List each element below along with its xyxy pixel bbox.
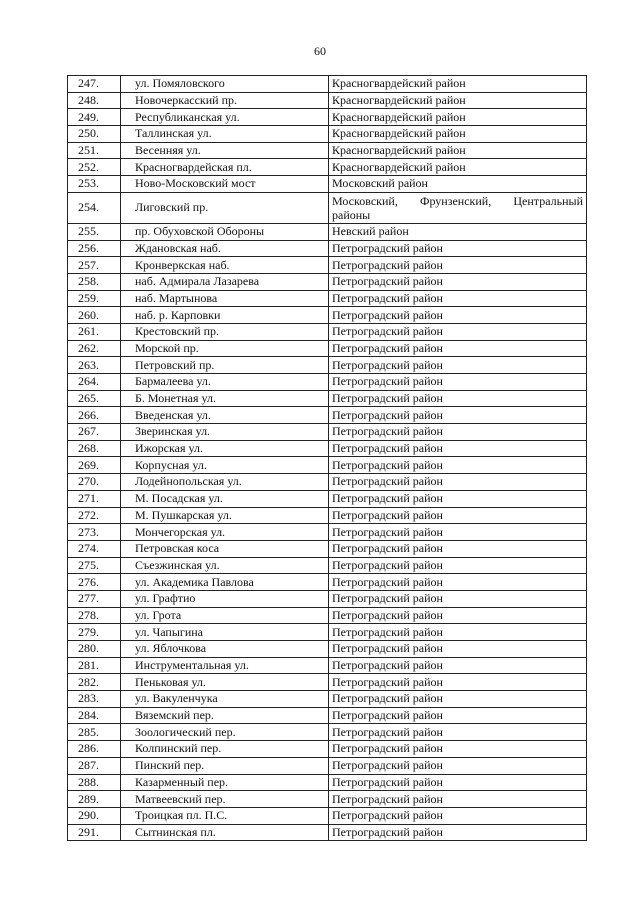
row-number: 247. xyxy=(68,76,121,93)
row-number: 256. xyxy=(68,240,121,257)
street-name: Сытнинская пл. xyxy=(121,824,329,841)
row-number: 277. xyxy=(68,590,121,607)
district-name: Петроградский район xyxy=(329,407,587,424)
street-name: ул. Помяловского xyxy=(121,76,329,93)
street-name: Б. Монетная ул. xyxy=(121,390,329,407)
district-name: Красногвардейский район xyxy=(329,92,587,109)
table-row xyxy=(68,791,587,808)
table-row xyxy=(68,641,587,658)
street-name: М. Посадская ул. xyxy=(121,490,329,507)
street-name: Ново-Московский мост xyxy=(121,176,329,193)
row-number: 251. xyxy=(68,142,121,159)
street-name: Крестовский пр. xyxy=(121,323,329,340)
table-row xyxy=(68,223,587,240)
table-row xyxy=(68,657,587,674)
district-name: Петроградский район xyxy=(329,323,587,340)
row-number: 264. xyxy=(68,374,121,391)
row-number: 260. xyxy=(68,307,121,324)
table-row xyxy=(68,407,587,424)
street-name: Пинский пер. xyxy=(121,757,329,774)
street-name: ул. Вакуленчука xyxy=(121,691,329,708)
table-row xyxy=(68,257,587,274)
street-name: М. Пушкарская ул. xyxy=(121,507,329,524)
district-name: Московский, Фрунзенский, Центральный районы xyxy=(329,192,587,223)
row-number: 285. xyxy=(68,724,121,741)
row-number: 274. xyxy=(68,540,121,557)
table-row xyxy=(68,76,587,93)
street-name: Зверинская ул. xyxy=(121,424,329,441)
district-name: Московский район xyxy=(329,176,587,193)
row-number: 257. xyxy=(68,257,121,274)
district-name: Невский район xyxy=(329,223,587,240)
district-name: Петроградский район xyxy=(329,240,587,257)
table-row xyxy=(68,142,587,159)
row-number: 263. xyxy=(68,357,121,374)
table-row xyxy=(68,807,587,824)
table-row xyxy=(68,757,587,774)
district-name: Петроградский район xyxy=(329,540,587,557)
street-name: ул. Чапыгина xyxy=(121,624,329,641)
street-name: Морской пр. xyxy=(121,340,329,357)
street-name: Инструментальная ул. xyxy=(121,657,329,674)
district-name: Петроградский район xyxy=(329,524,587,541)
street-name: наб. р. Карповки xyxy=(121,307,329,324)
district-name: Петроградский район xyxy=(329,290,587,307)
table-row xyxy=(68,557,587,574)
table-row xyxy=(68,109,587,126)
street-name: Зоологический пер. xyxy=(121,724,329,741)
street-name: Колпинский пер. xyxy=(121,741,329,758)
district-name: Петроградский район xyxy=(329,257,587,274)
table-row xyxy=(68,240,587,257)
district-name: Петроградский район xyxy=(329,774,587,791)
row-number: 276. xyxy=(68,574,121,591)
district-name: Петроградский район xyxy=(329,490,587,507)
table-row xyxy=(68,440,587,457)
row-number: 279. xyxy=(68,624,121,641)
district-name: Петроградский район xyxy=(329,374,587,391)
street-name: Кронверкская наб. xyxy=(121,257,329,274)
street-name: ул. Графтио xyxy=(121,590,329,607)
row-number: 289. xyxy=(68,791,121,808)
table-row xyxy=(68,707,587,724)
row-number: 271. xyxy=(68,490,121,507)
district-name: Петроградский район xyxy=(329,457,587,474)
row-number: 259. xyxy=(68,290,121,307)
street-name: Казарменный пер. xyxy=(121,774,329,791)
street-name: Бармалеева ул. xyxy=(121,374,329,391)
district-name: Петроградский район xyxy=(329,674,587,691)
district-name: Красногвардейский район xyxy=(329,142,587,159)
district-name: Петроградский район xyxy=(329,424,587,441)
streets-table xyxy=(67,75,587,841)
row-number: 286. xyxy=(68,741,121,758)
street-name: Съезжинская ул. xyxy=(121,557,329,574)
district-name: Петроградский район xyxy=(329,307,587,324)
row-number: 290. xyxy=(68,807,121,824)
street-name: Троицкая пл. П.С. xyxy=(121,807,329,824)
district-name: Петроградский район xyxy=(329,357,587,374)
district-name: Петроградский район xyxy=(329,824,587,841)
district-name: Красногвардейский район xyxy=(329,109,587,126)
district-name: Петроградский район xyxy=(329,791,587,808)
district-name: Красногвардейский район xyxy=(329,76,587,93)
row-number: 258. xyxy=(68,273,121,290)
table-row xyxy=(68,374,587,391)
row-number: 272. xyxy=(68,507,121,524)
row-number: 268. xyxy=(68,440,121,457)
table-row xyxy=(68,624,587,641)
table-row xyxy=(68,674,587,691)
district-name: Петроградский район xyxy=(329,624,587,641)
table-row xyxy=(68,774,587,791)
table-row xyxy=(68,507,587,524)
street-name: ул. Яблочкова xyxy=(121,641,329,658)
table-row xyxy=(68,691,587,708)
table-row xyxy=(68,290,587,307)
table-row xyxy=(68,307,587,324)
row-number: 280. xyxy=(68,641,121,658)
row-number: 266. xyxy=(68,407,121,424)
district-name: Петроградский район xyxy=(329,273,587,290)
street-name: Ижорская ул. xyxy=(121,440,329,457)
street-name: Вяземский пер. xyxy=(121,707,329,724)
row-number: 283. xyxy=(68,691,121,708)
district-name: Петроградский район xyxy=(329,474,587,491)
row-number: 262. xyxy=(68,340,121,357)
table-row xyxy=(68,424,587,441)
street-name: Таллинская ул. xyxy=(121,126,329,143)
table-row xyxy=(68,607,587,624)
district-name: Петроградский район xyxy=(329,574,587,591)
row-number: 250. xyxy=(68,126,121,143)
street-name: Введенская ул. xyxy=(121,407,329,424)
row-number: 284. xyxy=(68,707,121,724)
street-name: наб. Мартынова xyxy=(121,290,329,307)
table-body xyxy=(68,76,587,841)
table-row xyxy=(68,590,587,607)
row-number: 270. xyxy=(68,474,121,491)
table-row xyxy=(68,176,587,193)
table-row xyxy=(68,540,587,557)
district-name: Петроградский район xyxy=(329,741,587,758)
page-number: 60 xyxy=(314,44,326,58)
street-name: наб. Адмирала Лазарева xyxy=(121,273,329,290)
street-name: Мончегорская ул. xyxy=(121,524,329,541)
table-row xyxy=(68,490,587,507)
row-number: 267. xyxy=(68,424,121,441)
street-name: Красногвардейская пл. xyxy=(121,159,329,176)
street-name: Новочеркасский пр. xyxy=(121,92,329,109)
street-name: Пеньковая ул. xyxy=(121,674,329,691)
row-number: 281. xyxy=(68,657,121,674)
table-row xyxy=(68,273,587,290)
district-name: Петроградский район xyxy=(329,724,587,741)
table-row xyxy=(68,524,587,541)
row-number: 248. xyxy=(68,92,121,109)
table-row xyxy=(68,159,587,176)
district-name: Петроградский район xyxy=(329,557,587,574)
street-name: Республиканская ул. xyxy=(121,109,329,126)
street-name: Ждановская наб. xyxy=(121,240,329,257)
district-name: Петроградский район xyxy=(329,590,587,607)
district-name: Петроградский район xyxy=(329,607,587,624)
table-row xyxy=(68,474,587,491)
row-number: 287. xyxy=(68,757,121,774)
table-row xyxy=(68,323,587,340)
district-name: Петроградский район xyxy=(329,390,587,407)
row-number: 291. xyxy=(68,824,121,841)
row-number: 273. xyxy=(68,524,121,541)
table-row xyxy=(68,340,587,357)
district-name: Красногвардейский район xyxy=(329,126,587,143)
row-number: 255. xyxy=(68,223,121,240)
table-row xyxy=(68,457,587,474)
street-name: Весенняя ул. xyxy=(121,142,329,159)
district-name: Петроградский район xyxy=(329,757,587,774)
table-row xyxy=(68,92,587,109)
street-name: Петровская коса xyxy=(121,540,329,557)
row-number: 275. xyxy=(68,557,121,574)
row-number: 252. xyxy=(68,159,121,176)
row-number: 282. xyxy=(68,674,121,691)
row-number: 265. xyxy=(68,390,121,407)
row-number: 249. xyxy=(68,109,121,126)
street-name: Корпусная ул. xyxy=(121,457,329,474)
street-name: Петровский пр. xyxy=(121,357,329,374)
row-number: 278. xyxy=(68,607,121,624)
street-name: Матвеевский пер. xyxy=(121,791,329,808)
district-name: Петроградский район xyxy=(329,340,587,357)
district-name: Петроградский район xyxy=(329,807,587,824)
row-number: 254. xyxy=(68,192,121,223)
table-row xyxy=(68,724,587,741)
table-row xyxy=(68,741,587,758)
district-name: Петроградский район xyxy=(329,657,587,674)
table-row xyxy=(68,126,587,143)
district-name: Петроградский район xyxy=(329,641,587,658)
street-name: пр. Обуховской Обороны xyxy=(121,223,329,240)
street-name: ул. Грота xyxy=(121,607,329,624)
district-name: Петроградский район xyxy=(329,440,587,457)
street-name: ул. Академика Павлова xyxy=(121,574,329,591)
district-name: Петроградский район xyxy=(329,707,587,724)
row-number: 253. xyxy=(68,176,121,193)
street-name: Лиговский пр. xyxy=(121,192,329,223)
row-number: 261. xyxy=(68,323,121,340)
table-row xyxy=(68,824,587,841)
row-number: 269. xyxy=(68,457,121,474)
row-number: 288. xyxy=(68,774,121,791)
district-name: Красногвардейский район xyxy=(329,159,587,176)
table-row xyxy=(68,574,587,591)
table-row xyxy=(68,357,587,374)
district-name: Петроградский район xyxy=(329,691,587,708)
district-name: Петроградский район xyxy=(329,507,587,524)
table-row xyxy=(68,192,587,223)
table-row xyxy=(68,390,587,407)
street-name: Лодейнопольская ул. xyxy=(121,474,329,491)
